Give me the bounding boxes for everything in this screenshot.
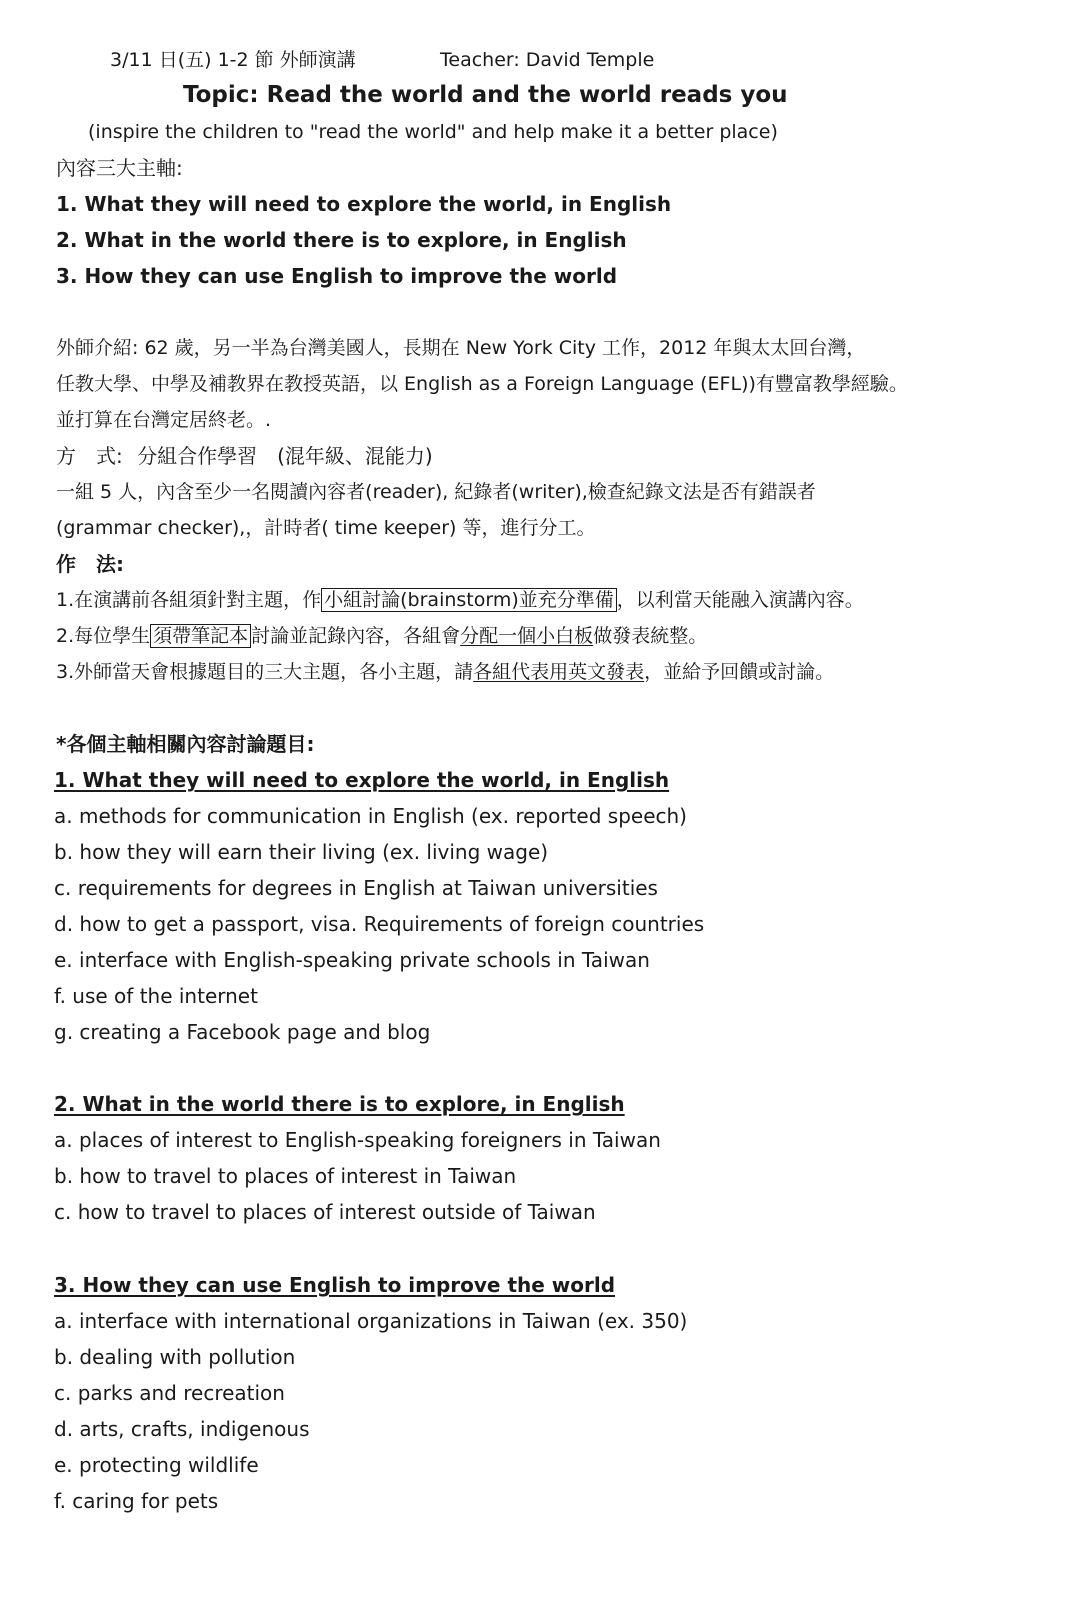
list-item: c. how to travel to places of interest outside of Taiwan — [54, 1200, 596, 1224]
boxed-text: 小組討論(brainstorm)並充分準備 — [321, 588, 617, 612]
underlined-text: 各組代表用英文發表 — [473, 661, 645, 683]
list-item: e. interface with English-speaking private schools in Taiwan — [54, 948, 650, 972]
step-text: 3.外師當天會根據題目的三大主題，各小主題，請 — [56, 661, 474, 683]
list-item: b. how they will earn their living (ex. living wage) — [54, 840, 549, 864]
procedure-step-3 — [56, 659, 834, 685]
method-line: 一組 5 人，內含至少一名閱讀內容者(reader), 紀錄者(writer),檢查紀錄文法是否有錯誤者 — [56, 481, 816, 503]
method-text: 分組合作學習 (混年級、混能力) — [137, 444, 433, 468]
boxed-text: 須帶筆記本 — [150, 624, 251, 648]
header-teacher: Teacher: David Temple — [440, 49, 655, 71]
method-row — [56, 443, 433, 469]
section-3-title: 3. How they can use English to improve the world — [54, 1273, 616, 1297]
intro-line: 並打算在台灣定居終老。. — [56, 409, 272, 431]
step-text: ，以利當天能融入演講內容。 — [616, 589, 864, 611]
list-item: d. arts, crafts, indigenous — [54, 1417, 310, 1441]
step-text: 做發表統整。 — [593, 625, 708, 647]
header-date-session: 3/11 日(五) 1-2 節 外師演講 — [110, 49, 356, 71]
method-line: (grammar checker),，計時者( time keeper) 等，進行分工。 — [56, 517, 596, 539]
list-item: a. methods for communication in English (ex. reported speech) — [54, 804, 687, 828]
step-text: 討論並記錄內容，各組會 — [251, 625, 461, 647]
list-item: a. interface with international organizations in Taiwan (ex. 350) — [54, 1309, 688, 1333]
procedure-label: 作 法: — [56, 552, 124, 576]
step-text: 1.在演講前各組須針對主題，作 — [56, 589, 322, 611]
themes-heading: 內容三大主軸: — [56, 156, 183, 180]
procedure-step-2 — [56, 623, 707, 649]
section-2-title: 2. What in the world there is to explore, in English — [54, 1092, 625, 1116]
theme-item: 2. What in the world there is to explore, in English — [56, 228, 627, 252]
list-item: f. caring for pets — [54, 1489, 219, 1513]
list-item: f. use of the internet — [54, 984, 258, 1008]
topics-heading: *各個主軸相關內容討論題目: — [56, 732, 315, 756]
list-item: b. dealing with pollution — [54, 1345, 296, 1369]
list-item: c. requirements for degrees in English at Taiwan universities — [54, 876, 658, 900]
procedure-step-1 — [56, 587, 864, 613]
method-label: 方 式: — [56, 444, 123, 468]
theme-item: 1. What they will need to explore the world, in English — [56, 192, 672, 216]
list-item: d. how to get a passport, visa. Requirements of foreign countries — [54, 912, 705, 936]
section-1-title: 1. What they will need to explore the world, in English — [54, 768, 670, 792]
underlined-text: 分配一個小白板 — [460, 625, 594, 647]
list-item: b. how to travel to places of interest in Taiwan — [54, 1164, 517, 1188]
list-item: a. places of interest to English-speaking foreigners in Taiwan — [54, 1128, 661, 1152]
theme-item: 3. How they can use English to improve the world — [56, 264, 618, 288]
list-item: c. parks and recreation — [54, 1381, 285, 1405]
step-text: ，並給予回饋或討論。 — [644, 661, 835, 683]
intro-line: 任教大學、中學及補教界在教授英語，以 English as a Foreign Language (EFL))有豐富教學經驗。 — [56, 373, 908, 395]
step-text: 2.每位學生 — [56, 625, 151, 647]
topic-title: Topic: Read the world and the world reads you — [183, 82, 788, 108]
list-item: g. creating a Facebook page and blog — [54, 1020, 431, 1044]
intro-line: 外師介紹: 62 歲，另一半為台灣美國人，長期在 New York City 工作，2012 年與太太回台灣， — [56, 337, 866, 359]
topic-note: (inspire the children to "read the world" and help make it a better place) — [88, 121, 778, 143]
list-item: e. protecting wildlife — [54, 1453, 259, 1477]
